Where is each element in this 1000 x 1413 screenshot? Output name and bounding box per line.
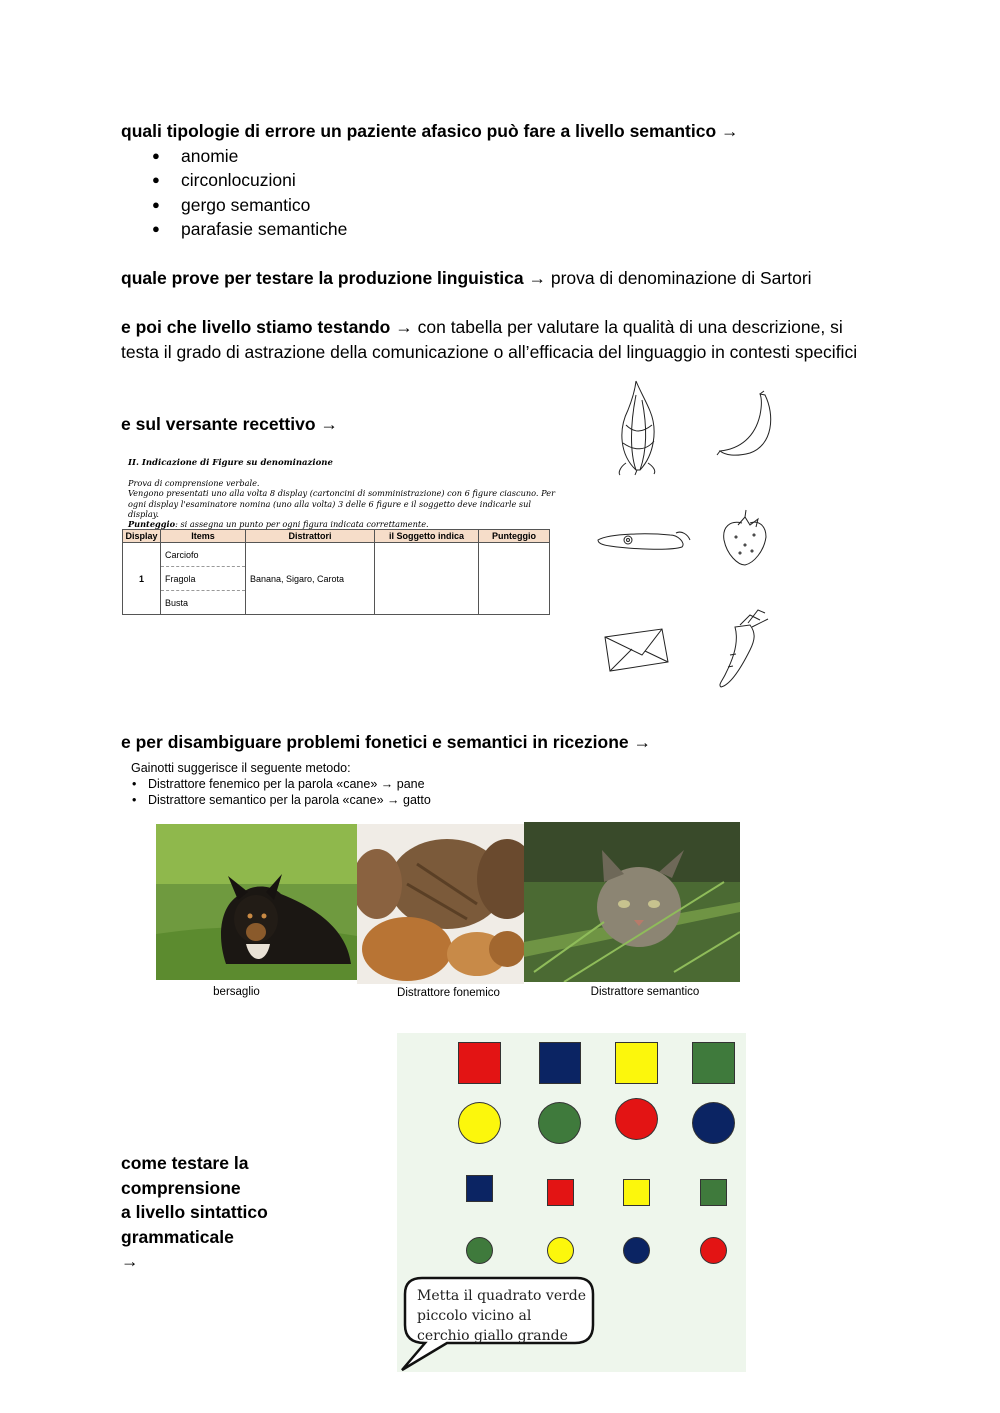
large-green-square xyxy=(692,1042,735,1084)
list-item: • Distrattore fenemico per la parola «cane» → pane xyxy=(131,776,431,792)
question-semantic-errors: quali tipologie di errore un paziente afasico può fare a livello semantico → xyxy=(121,121,739,141)
caption-semantic: Distrattore semantico xyxy=(590,986,700,998)
col-header: Display xyxy=(123,530,161,543)
col-header: Punteggio xyxy=(479,530,550,543)
test-text: Prova di comprensione verbale. Vengono presentati uno alla volta 8 display (cartoncini di somministrazione) con 6 figure ciascuno. Per ogni display l'esaminatore nomina (uno alla volta) 3 delle 6 figure e il soggetto deve indicarle sul display. Punteggio: si assegna un punto per ogni figura indicata correttamente. xyxy=(128,478,556,530)
envelope-icon xyxy=(605,629,668,671)
small-yellow-circle xyxy=(547,1237,574,1264)
small-red-circle xyxy=(700,1237,727,1264)
question-level: e poi che livello stiamo testando → con tabella per valutare la qualità di una descrizione, si testa il grado di astrazione della comunicazione o all’efficacia del linguaggio in contesti specifici xyxy=(121,317,858,362)
cigar-icon xyxy=(598,532,690,549)
large-green-circle xyxy=(538,1102,581,1144)
speech-text: Metta il quadrato verde piccolo vicino al cerchio giallo grande xyxy=(417,1288,587,1344)
question-disambiguation: e per disambiguare problemi fonetici e semantici in ricezione → xyxy=(121,732,652,752)
test-description xyxy=(121,458,561,529)
large-yellow-circle xyxy=(458,1102,501,1144)
small-yellow-square xyxy=(623,1179,650,1206)
item-cell: Carciofo xyxy=(161,543,245,567)
gainotti-method xyxy=(131,760,431,808)
list-item: ● circonlocuzioni xyxy=(121,168,347,192)
figure-drawings xyxy=(590,375,790,695)
cat-photo xyxy=(524,822,740,982)
token-test-panel xyxy=(397,1033,746,1372)
strawberry-icon xyxy=(724,510,766,565)
banana-icon xyxy=(717,391,771,455)
question-syntactic: come testare la comprensione a livello sintattico grammaticale → xyxy=(121,1153,268,1272)
col-header: Items xyxy=(161,530,246,543)
artichoke-icon xyxy=(619,381,655,475)
subject-cell xyxy=(375,543,479,615)
caption-phonemic: Distrattore fonemico xyxy=(397,987,500,999)
distractor-cell: Banana, Sigaro, Carota xyxy=(246,543,375,615)
display-cell: 1 xyxy=(123,543,161,615)
item-cell: Busta xyxy=(165,597,189,608)
carrot-icon xyxy=(720,610,768,687)
large-yellow-square xyxy=(615,1042,658,1084)
score-cell xyxy=(479,543,550,615)
item-cell: Fragola xyxy=(161,567,245,591)
list-item: ● gergo semantico xyxy=(121,193,347,217)
gainotti-intro: Gainotti suggerisce il seguente metodo: xyxy=(131,761,351,775)
large-blue-circle xyxy=(692,1102,735,1144)
large-red-circle xyxy=(615,1098,658,1140)
small-green-square xyxy=(700,1179,727,1206)
question-production: quale prove per testare la produzione linguistica → prova di denominazione di Sartori xyxy=(121,268,812,288)
col-header: il Soggetto indica xyxy=(375,530,479,543)
small-blue-circle xyxy=(623,1237,650,1264)
large-red-square xyxy=(458,1042,501,1084)
small-green-circle xyxy=(466,1237,493,1264)
list-item: ● parafasie semantiche xyxy=(121,217,347,241)
caption-target: bersaglio xyxy=(213,986,260,998)
list-item: ● anomie xyxy=(121,144,347,168)
bread-photo xyxy=(357,824,524,984)
semantic-error-list xyxy=(121,144,347,242)
large-blue-square xyxy=(539,1042,581,1084)
col-header: Distrattori xyxy=(246,530,375,543)
test-table xyxy=(122,529,550,615)
question-receptive: e sul versante recettivo → xyxy=(121,414,338,434)
dog-photo xyxy=(156,824,357,980)
test-title: II. Indicazione di Figure su denominazione xyxy=(128,458,333,468)
list-item: • Distrattore semantico per la parola «cane» → gatto xyxy=(131,792,431,808)
small-blue-square xyxy=(466,1175,493,1202)
small-red-square xyxy=(547,1179,574,1206)
